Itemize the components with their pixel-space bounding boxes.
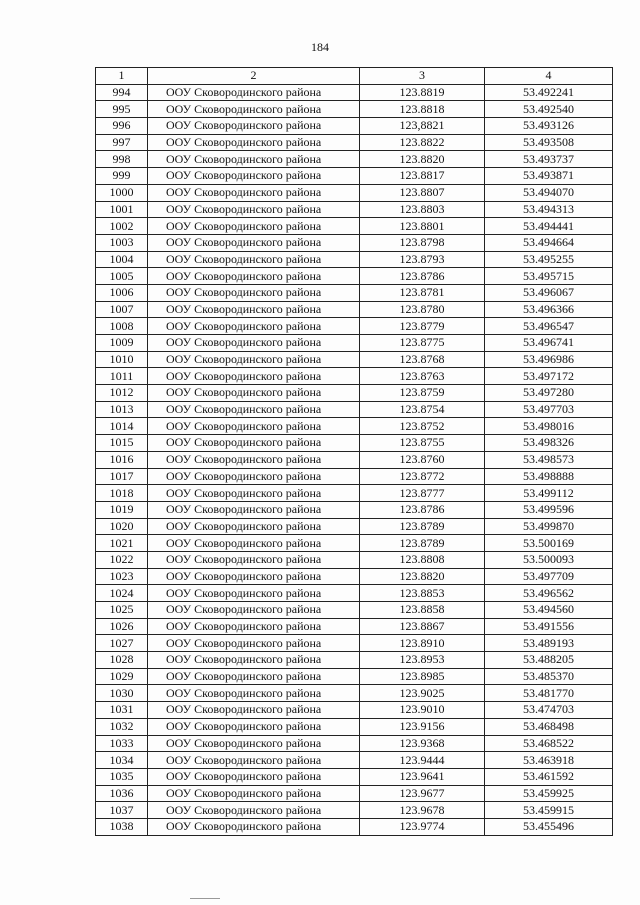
latitude-value: 53.495255 — [485, 251, 613, 268]
table-row — [96, 401, 613, 418]
row-number: 1032 — [96, 718, 148, 735]
latitude-value: 53.455496 — [485, 818, 613, 835]
table-row — [96, 735, 613, 752]
longitude-value: 123.8910 — [360, 635, 485, 652]
longitude-value: 123.8789 — [360, 535, 485, 552]
owner-name: ООУ Сковородинского района — [148, 201, 360, 218]
owner-name: ООУ Сковородинского района — [148, 668, 360, 685]
longitude-value: 123.8780 — [360, 301, 485, 318]
row-number: 1007 — [96, 301, 148, 318]
latitude-value: 53.500169 — [485, 535, 613, 552]
table-row — [96, 234, 613, 251]
page-number: 184 — [311, 40, 329, 54]
latitude-value: 53.489193 — [485, 635, 613, 652]
latitude-value: 53.492241 — [485, 84, 613, 101]
longitude-value: 123.8803 — [360, 201, 485, 218]
longitude-value: 123.8820 — [360, 151, 485, 168]
row-number: 1035 — [96, 768, 148, 785]
longitude-value: 123.9444 — [360, 752, 485, 769]
owner-name: ООУ Сковородинского района — [148, 785, 360, 802]
table-row — [96, 268, 613, 285]
owner-name: ООУ Сковородинского района — [148, 768, 360, 785]
latitude-value: 53.495715 — [485, 268, 613, 285]
latitude-value: 53.497172 — [485, 368, 613, 385]
row-number: 1011 — [96, 368, 148, 385]
owner-name: ООУ Сковородинского района — [148, 301, 360, 318]
owner-name: ООУ Сковородинского района — [148, 551, 360, 568]
table-row — [96, 201, 613, 218]
table-row — [96, 435, 613, 452]
table-body — [96, 84, 613, 835]
row-number: 1018 — [96, 485, 148, 502]
latitude-value: 53.493508 — [485, 134, 613, 151]
table-row — [96, 752, 613, 769]
table-row — [96, 101, 613, 118]
row-number: 994 — [96, 84, 148, 101]
longitude-value: 123.8807 — [360, 184, 485, 201]
row-number: 997 — [96, 134, 148, 151]
latitude-value: 53.474703 — [485, 702, 613, 719]
table-row — [96, 468, 613, 485]
latitude-value: 53.498326 — [485, 435, 613, 452]
latitude-value: 53.461592 — [485, 768, 613, 785]
longitude-value: 123.8772 — [360, 468, 485, 485]
latitude-value: 53.493737 — [485, 151, 613, 168]
owner-name: ООУ Сковородинского района — [148, 752, 360, 769]
owner-name: ООУ Сковородинского района — [148, 468, 360, 485]
longitude-value: 123.8775 — [360, 335, 485, 352]
longitude-value: 123.9010 — [360, 702, 485, 719]
latitude-value: 53.463918 — [485, 752, 613, 769]
table-row — [96, 501, 613, 518]
longitude-value: 123.8817 — [360, 168, 485, 185]
owner-name: ООУ Сковородинского района — [148, 718, 360, 735]
table-row — [96, 818, 613, 835]
owner-name: ООУ Сковородинского района — [148, 685, 360, 702]
longitude-value: 123.8858 — [360, 602, 485, 619]
longitude-value: 123.8822 — [360, 134, 485, 151]
row-number: 1028 — [96, 652, 148, 669]
longitude-value: 123.8953 — [360, 652, 485, 669]
row-number: 1008 — [96, 318, 148, 335]
longitude-value: 123.8808 — [360, 551, 485, 568]
table-row — [96, 551, 613, 568]
owner-name: ООУ Сковородинского района — [148, 501, 360, 518]
row-number: 1006 — [96, 284, 148, 301]
row-number: 995 — [96, 101, 148, 118]
owner-name: ООУ Сковородинского района — [148, 368, 360, 385]
latitude-value: 53.498888 — [485, 468, 613, 485]
longitude-value: 123.9025 — [360, 685, 485, 702]
table-row — [96, 535, 613, 552]
owner-name: ООУ Сковородинского района — [148, 702, 360, 719]
latitude-value: 53.499112 — [485, 485, 613, 502]
latitude-value: 53.500093 — [485, 551, 613, 568]
table-row — [96, 785, 613, 802]
latitude-value: 53.496562 — [485, 585, 613, 602]
row-number: 1020 — [96, 518, 148, 535]
table-row — [96, 134, 613, 151]
owner-name: ООУ Сковородинского района — [148, 101, 360, 118]
table-row — [96, 218, 613, 235]
row-number: 1016 — [96, 451, 148, 468]
table-row — [96, 485, 613, 502]
table-row — [96, 418, 613, 435]
longitude-value: 123.8801 — [360, 218, 485, 235]
row-number: 1026 — [96, 618, 148, 635]
latitude-value: 53.496366 — [485, 301, 613, 318]
row-number: 1012 — [96, 385, 148, 402]
owner-name: ООУ Сковородинского района — [148, 451, 360, 468]
table-row — [96, 351, 613, 368]
row-number: 1036 — [96, 785, 148, 802]
owner-name: ООУ Сковородинского района — [148, 802, 360, 819]
column-header-1: 1 — [96, 68, 148, 85]
row-number: 1001 — [96, 201, 148, 218]
longitude-value: 123.8779 — [360, 318, 485, 335]
longitude-value: 123.8760 — [360, 451, 485, 468]
owner-name: ООУ Сковородинского района — [148, 151, 360, 168]
longitude-value: 123.8818 — [360, 101, 485, 118]
column-header-2: 2 — [148, 68, 360, 85]
longitude-value: 123.8763 — [360, 368, 485, 385]
longitude-value: 123.9641 — [360, 768, 485, 785]
owner-name: ООУ Сковородинского района — [148, 618, 360, 635]
row-number: 1029 — [96, 668, 148, 685]
longitude-value: 123.8755 — [360, 435, 485, 452]
latitude-value: 53.496986 — [485, 351, 613, 368]
longitude-value: 123.9677 — [360, 785, 485, 802]
table-row — [96, 568, 613, 585]
table-row — [96, 168, 613, 185]
latitude-value: 53.499596 — [485, 501, 613, 518]
row-number: 1031 — [96, 702, 148, 719]
row-number: 1002 — [96, 218, 148, 235]
longitude-value: 123.9156 — [360, 718, 485, 735]
table-row — [96, 718, 613, 735]
latitude-value: 53.498573 — [485, 451, 613, 468]
row-number: 1003 — [96, 234, 148, 251]
owner-name: ООУ Сковородинского района — [148, 401, 360, 418]
row-number: 1034 — [96, 752, 148, 769]
row-number: 1009 — [96, 335, 148, 352]
latitude-value: 53.498016 — [485, 418, 613, 435]
row-number: 1019 — [96, 501, 148, 518]
table-row — [96, 284, 613, 301]
longitude-value: 123.8985 — [360, 668, 485, 685]
row-number: 1022 — [96, 551, 148, 568]
owner-name: ООУ Сковородинского района — [148, 535, 360, 552]
latitude-value: 53.494070 — [485, 184, 613, 201]
longitude-value: 123.9368 — [360, 735, 485, 752]
owner-name: ООУ Сковородинского района — [148, 585, 360, 602]
latitude-value: 53.493871 — [485, 168, 613, 185]
table-row — [96, 368, 613, 385]
owner-name: ООУ Сковородинского района — [148, 568, 360, 585]
row-number: 1013 — [96, 401, 148, 418]
longitude-value: 123,8821 — [360, 118, 485, 135]
row-number: 1004 — [96, 251, 148, 268]
longitude-value: 123.8789 — [360, 518, 485, 535]
owner-name: ООУ Сковородинского района — [148, 351, 360, 368]
table-header-row — [96, 68, 613, 85]
longitude-value: 123.8820 — [360, 568, 485, 585]
latitude-value: 53.496741 — [485, 335, 613, 352]
latitude-value: 53.494664 — [485, 234, 613, 251]
owner-name: ООУ Сковородинского района — [148, 234, 360, 251]
latitude-value: 53.494313 — [485, 201, 613, 218]
row-number: 1025 — [96, 602, 148, 619]
longitude-value: 123.8793 — [360, 251, 485, 268]
latitude-value: 53.468498 — [485, 718, 613, 735]
latitude-value: 53.496067 — [485, 284, 613, 301]
row-number: 1037 — [96, 802, 148, 819]
longitude-value: 123.8752 — [360, 418, 485, 435]
table-row — [96, 451, 613, 468]
latitude-value: 53.492540 — [485, 101, 613, 118]
latitude-value: 53.491556 — [485, 618, 613, 635]
table-row — [96, 318, 613, 335]
longitude-value: 123.8777 — [360, 485, 485, 502]
scan-artifact-line — [190, 898, 220, 899]
row-number: 1030 — [96, 685, 148, 702]
latitude-value: 53.494441 — [485, 218, 613, 235]
column-header-4: 4 — [485, 68, 613, 85]
owner-name: ООУ Сковородинского района — [148, 818, 360, 835]
row-number: 1033 — [96, 735, 148, 752]
owner-name: ООУ Сковородинского района — [148, 652, 360, 669]
latitude-value: 53.496547 — [485, 318, 613, 335]
owner-name: ООУ Сковородинского района — [148, 168, 360, 185]
owner-name: ООУ Сковородинского района — [148, 518, 360, 535]
row-number: 1005 — [96, 268, 148, 285]
owner-name: ООУ Сковородинского района — [148, 385, 360, 402]
table-row — [96, 802, 613, 819]
latitude-value: 53.493126 — [485, 118, 613, 135]
owner-name: ООУ Сковородинского района — [148, 418, 360, 435]
longitude-value: 123.8853 — [360, 585, 485, 602]
row-number: 1038 — [96, 818, 148, 835]
table-row — [96, 635, 613, 652]
table-row — [96, 518, 613, 535]
longitude-value: 123.8798 — [360, 234, 485, 251]
row-number: 998 — [96, 151, 148, 168]
table-row — [96, 184, 613, 201]
latitude-value: 53.494560 — [485, 602, 613, 619]
owner-name: ООУ Сковородинского района — [148, 134, 360, 151]
longitude-value: 123.9678 — [360, 802, 485, 819]
row-number: 1010 — [96, 351, 148, 368]
table-row — [96, 118, 613, 135]
owner-name: ООУ Сковородинского района — [148, 335, 360, 352]
owner-name: ООУ Сковородинского района — [148, 735, 360, 752]
row-number: 1000 — [96, 184, 148, 201]
row-number: 1027 — [96, 635, 148, 652]
latitude-value: 53.497703 — [485, 401, 613, 418]
owner-name: ООУ Сковородинского района — [148, 84, 360, 101]
latitude-value: 53.459925 — [485, 785, 613, 802]
latitude-value: 53.497280 — [485, 385, 613, 402]
longitude-value: 123.8754 — [360, 401, 485, 418]
latitude-value: 53.488205 — [485, 652, 613, 669]
row-number: 996 — [96, 118, 148, 135]
table-row — [96, 251, 613, 268]
column-header-3: 3 — [360, 68, 485, 85]
longitude-value: 123.8768 — [360, 351, 485, 368]
owner-name: ООУ Сковородинского района — [148, 251, 360, 268]
coordinates-table — [95, 67, 613, 836]
table-row — [96, 84, 613, 101]
table-row — [96, 151, 613, 168]
owner-name: ООУ Сковородинского района — [148, 284, 360, 301]
row-number: 999 — [96, 168, 148, 185]
table-row — [96, 301, 613, 318]
owner-name: ООУ Сковородинского района — [148, 435, 360, 452]
latitude-value: 53.468522 — [485, 735, 613, 752]
row-number: 1024 — [96, 585, 148, 602]
latitude-value: 53.499870 — [485, 518, 613, 535]
row-number: 1015 — [96, 435, 148, 452]
owner-name: ООУ Сковородинского района — [148, 184, 360, 201]
table-row — [96, 618, 613, 635]
row-number: 1023 — [96, 568, 148, 585]
latitude-value: 53.459915 — [485, 802, 613, 819]
longitude-value: 123.8786 — [360, 501, 485, 518]
owner-name: ООУ Сковородинского района — [148, 218, 360, 235]
latitude-value: 53.481770 — [485, 685, 613, 702]
owner-name: ООУ Сковородинского района — [148, 602, 360, 619]
table-row — [96, 685, 613, 702]
table-row — [96, 668, 613, 685]
longitude-value: 123.8819 — [360, 84, 485, 101]
longitude-value: 123.9774 — [360, 818, 485, 835]
owner-name: ООУ Сковородинского района — [148, 268, 360, 285]
table-row — [96, 335, 613, 352]
longitude-value: 123.8867 — [360, 618, 485, 635]
row-number: 1021 — [96, 535, 148, 552]
table-row — [96, 602, 613, 619]
longitude-value: 123.8781 — [360, 284, 485, 301]
row-number: 1014 — [96, 418, 148, 435]
latitude-value: 53.497709 — [485, 568, 613, 585]
table-row — [96, 702, 613, 719]
owner-name: ООУ Сковородинского района — [148, 118, 360, 135]
owner-name: ООУ Сковородинского района — [148, 635, 360, 652]
owner-name: ООУ Сковородинского района — [148, 318, 360, 335]
table-row — [96, 652, 613, 669]
table-row — [96, 385, 613, 402]
longitude-value: 123.8759 — [360, 385, 485, 402]
longitude-value: 123.8786 — [360, 268, 485, 285]
owner-name: ООУ Сковородинского района — [148, 485, 360, 502]
row-number: 1017 — [96, 468, 148, 485]
table-row — [96, 768, 613, 785]
table-row — [96, 585, 613, 602]
latitude-value: 53.485370 — [485, 668, 613, 685]
